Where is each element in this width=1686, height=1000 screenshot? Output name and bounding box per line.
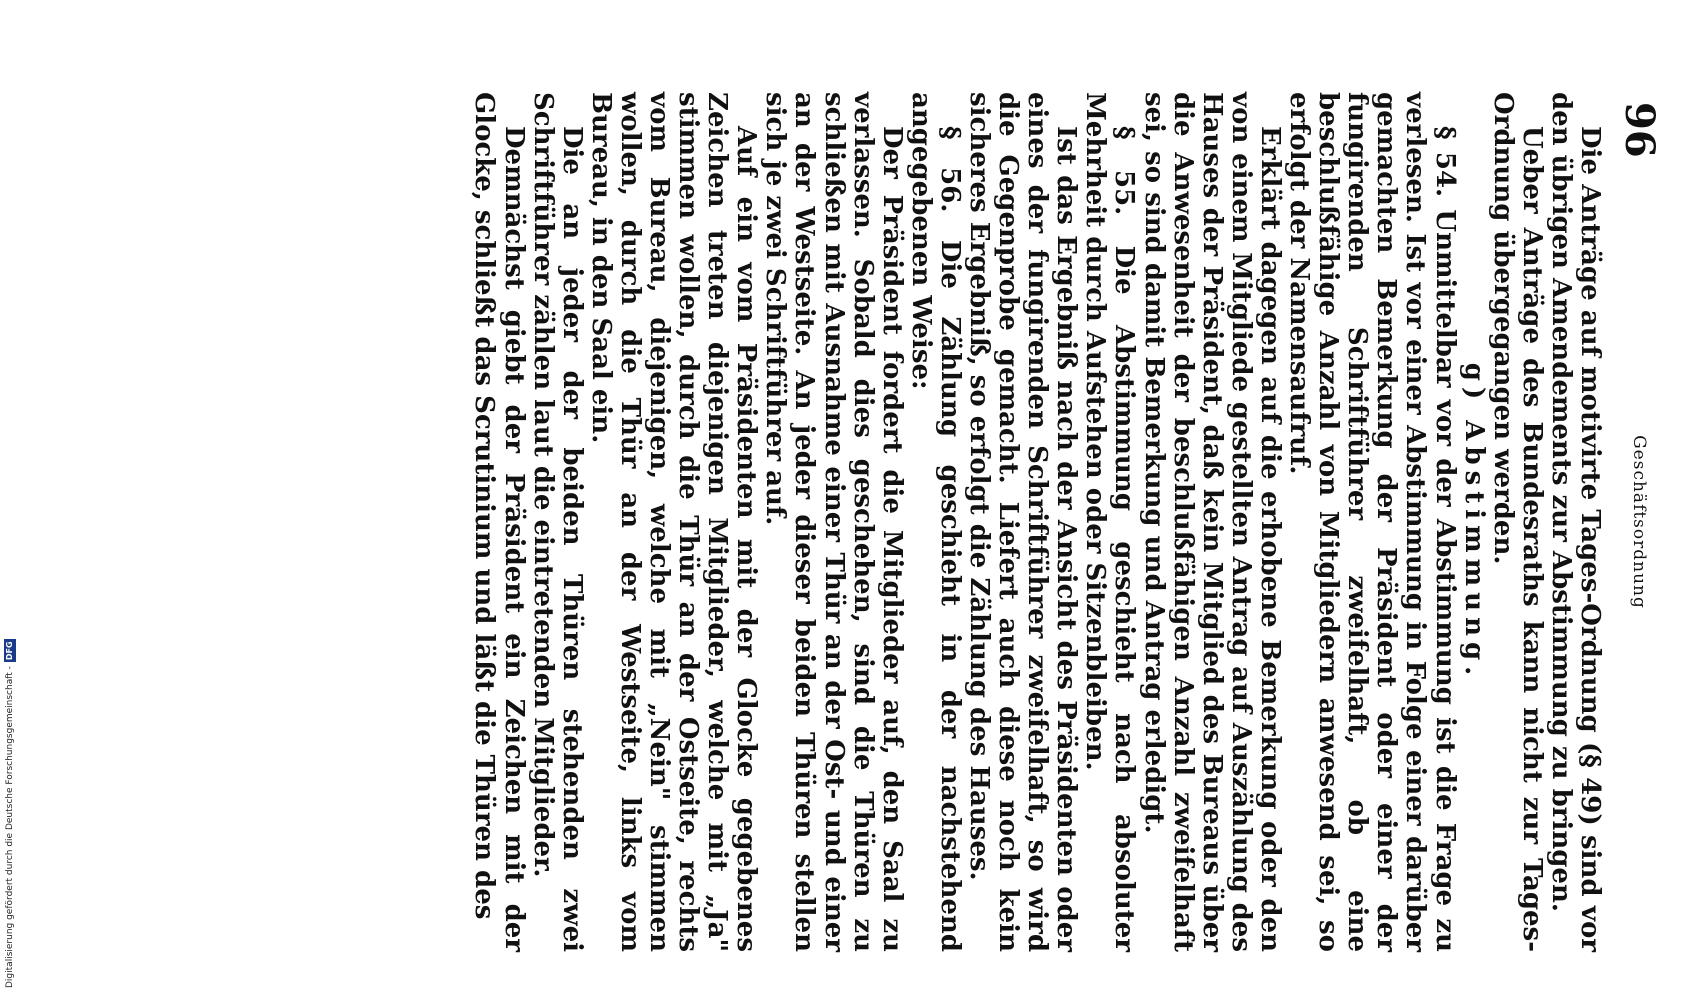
digitization-credit — [4, 639, 16, 988]
paragraph: Der Präsident fordert die Mitglieder auf, den Saal zu verlassen. Sobald dies geschehen, sind die Thüren zu schließen mit Ausnahme einer Thür an der Ost- und einer an der Westseite. An jeder dieser beiden Thüren stellen sich je zwei Schriftführer auf. — [760, 92, 907, 952]
page-header — [1616, 92, 1663, 952]
paragraph: Ueber Anträge des Bundesraths kann nicht zur Tages-Ordnung übergegangen werden. — [1487, 92, 1547, 952]
dfg-logo: DFG — [5, 641, 14, 661]
scanned-page — [90, 92, 1663, 952]
paragraph: Ist das Ergebniß nach der Ansicht des Präsidenten oder eines der fungirenden Schriftführer zweifelhaft, so wird die Gegenprobe gemacht. Liefert auch diese noch kein sicheres Ergebniß, so erfolgt die Zählung des Hauses. — [964, 92, 1082, 952]
paragraph: Auf ein vom Präsidenten mit der Glocke gegebenes Zeichen treten diejenigen Mitglieder, welche mit „Ja" stimmen wollen, durch die Thür an der Ostseite, rechts vom Bureau, diejenigen, welche mit „Nein" stimmen wollen, durch die Thür an der Westseite, links vom Bureau, in den Saal ein. — [585, 92, 762, 952]
credit-text: Digitalisierung gefördert durch die Deutsche Forschungsgemeinschaft - — [5, 666, 15, 988]
paragraph: Die Anträge auf motivirte Tages-Ordnung (§ 49) sind vor den übrigen Amendements zur Abstimmung zu bringen. — [1545, 92, 1605, 952]
sidebar-credit-strip — [0, 0, 22, 1000]
paragraph: Demnächst giebt der Präsident ein Zeichen mit der Glocke, schließt das Scrutinium und läßt die Thüren des — [469, 92, 529, 952]
paragraph: § 55. Die Abstimmung geschieht nach absoluter Mehrheit durch Aufstehen oder Sitzenbleiben. — [1080, 92, 1140, 952]
page-number: 96 — [1616, 102, 1663, 158]
section-heading: g) Abstimmung. — [1458, 362, 1489, 682]
running-head: Geschäftsordnung — [1629, 435, 1649, 609]
paragraph: Erklärt dagegen auf die erhobene Bemerkung oder den von einem Mitgliede gestellten Antrag auf Auszählung des Hauses der Präsident, daß kein Mitglied des Bureaus über die Anwesenheit der beschlußfähigen Anzahl zweifelhaft sei, so sind damit Bemerkung und Antrag erledigt. — [1138, 92, 1285, 952]
page-body — [469, 92, 1604, 952]
paragraph: § 56. Die Zählung geschieht in der nachstehend angegebenen Weise: — [905, 92, 965, 952]
paragraph: Die an jeder der beiden Thüren stehenden zwei Schriftführer zählen laut die eintretenden Mitglieder. — [527, 92, 587, 952]
paragraph: § 54. Unmittelbar vor der Abstimmung ist die Frage zu verlesen. Ist vor einer Abstimmung in Folge einer darüber gemachten Bemerkung der Präsident oder einer der fungirenden Schriftführer zweifelhaft, ob eine beschlußfähige Anzahl von Mitgliedern anwesend sei, so erfolgt der Namensaufruf. — [1284, 92, 1460, 952]
